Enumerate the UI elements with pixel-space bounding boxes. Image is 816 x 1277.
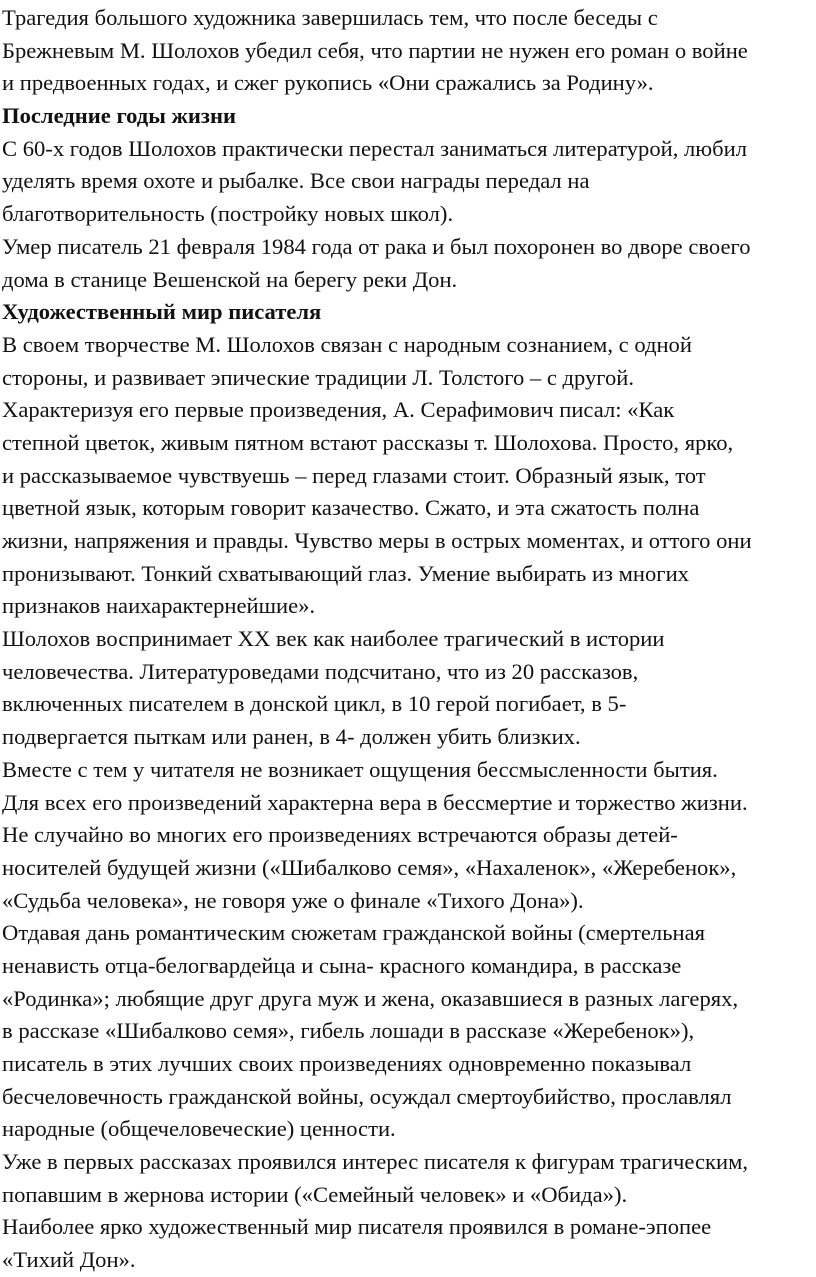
- text-line: Шолохов воспринимает XX век как наиболее трагический в истории: [2, 626, 665, 652]
- text-line: Умер писатель 21 февраля 1984 года от рака и был похоронен во дворе своего: [2, 233, 751, 259]
- text-line: Наиболее ярко художественный мир писателя проявился в романе-эпопее: [2, 1214, 712, 1240]
- text-line: «Родинка»; любящие друг друга муж и жена, оказавшиеся в разных лагерях,: [2, 985, 739, 1011]
- text-line: дома в станице Вешенской на берегу реки Дон.: [2, 266, 458, 292]
- text-line: В своем творчестве М. Шолохов связан с народным сознанием, с одной: [2, 331, 692, 357]
- text-line: ненависть отца-белогвардейца и сына- красного командира, в рассказе: [2, 952, 682, 978]
- text-line: Характеризуя его первые произведения, А. Серафимович писал: «Как: [2, 397, 675, 423]
- text-line: писатель в этих лучших своих произведениях одновременно показывал: [2, 1051, 692, 1076]
- text-line: С 60-х годов Шолохов практически перестал заниматься литературой, любил: [2, 135, 748, 161]
- text-line: признаков наихарактернейшие».: [2, 593, 316, 619]
- text-line: человечества. Литературоведами подсчитано, что из 20 рассказов,: [2, 658, 639, 684]
- text-line: и предвоенных годах, и сжег рукопись «Они сражались за Родину».: [2, 70, 654, 96]
- text-line: стороны, и развивает эпические традиции Л. Толстого – с другой.: [2, 364, 635, 390]
- text-line: и рассказываемое чувствуешь – перед глазами стоит. Образный язык, тот: [2, 462, 706, 488]
- section-heading: Художественный мир писателя: [2, 299, 322, 325]
- text-line: Отдавая дань романтическим сюжетам гражданской войны (смертельная: [2, 920, 706, 946]
- text-line: включенных писателем в донской цикл, в 10 герой погибает, в 5-: [2, 691, 627, 717]
- text-line: жизни, напряжения и правды. Чувство меры в острых моментах, и оттого они: [2, 528, 752, 553]
- text-line: бесчеловечность гражданской войны, осуждал смертоубийство, прославлял: [2, 1083, 732, 1109]
- section-heading: Последние годы жизни: [2, 103, 237, 129]
- text-line: народные (общечеловеческие) ценности.: [2, 1116, 396, 1142]
- text-line: Для всех его произведений характерна вера в бессмертие и торжество жизни.: [2, 789, 748, 815]
- text-line: степной цветок, живым пятном встают рассказы т. Шолохова. Просто, ярко,: [2, 429, 734, 455]
- text-line: в рассказе «Шибалково семя», гибель лошади в рассказе «Жеребенок»),: [2, 1018, 695, 1044]
- text-line: Вместе с тем у читателя не возникает ощущения бессмысленности бытия.: [2, 756, 718, 782]
- text-line: Трагедия большого художника завершилась тем, что после беседы с: [2, 5, 658, 30]
- text-line: «Судьба человека», не говоря уже о финале «Тихого Дона»).: [2, 887, 584, 913]
- text-line: пронизывают. Тонкий схватывающий глаз. Умение выбирать из многих: [2, 560, 689, 586]
- text-line: носителей будущей жизни («Шибалково семя», «Нахаленок», «Жеребенок»,: [2, 854, 737, 880]
- text-line: цветной язык, которым говорит казачество. Сжато, и эта сжатость полна: [2, 495, 700, 521]
- text-line: Не случайно во многих его произведениях встречаются образы детей-: [2, 822, 678, 848]
- text-line: Брежневым М. Шолохов убедил себя, что партии не нужен его роман о войне: [2, 37, 748, 63]
- text-line: подвергается пыткам или ранен, в 4- должен убить близких.: [2, 724, 581, 750]
- text-line: попавшим в жернова истории («Семейный человек» и «Обида»).: [2, 1181, 628, 1207]
- text-line: Уже в первых рассказах проявился интерес писателя к фигурам трагическим,: [2, 1149, 749, 1175]
- text-line: «Тихий Дон».: [2, 1247, 136, 1273]
- text-line: уделять время охоте и рыбалке. Все свои награды передал на: [2, 168, 590, 194]
- text-line: благотворительность (постройку новых школ).: [2, 201, 454, 227]
